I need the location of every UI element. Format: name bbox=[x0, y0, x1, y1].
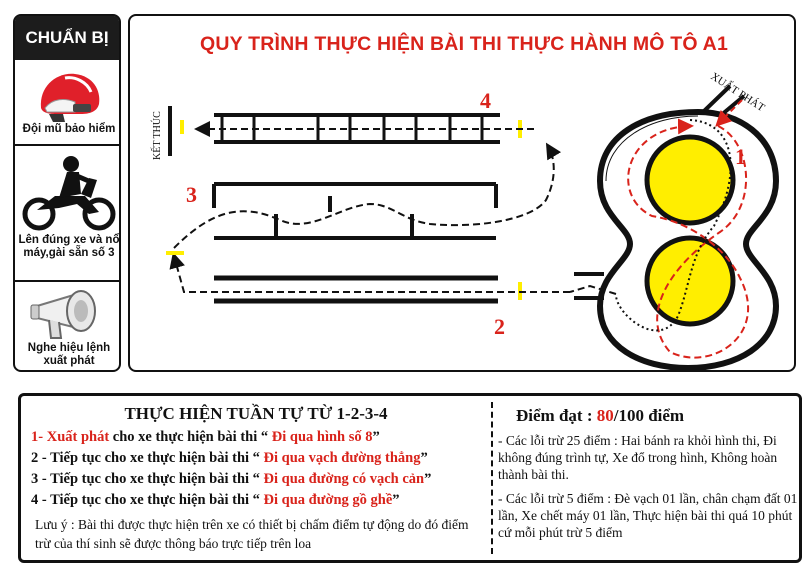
step-item: 1- Xuất phát cho xe thực hiện bài thi “ Đi qua hình số 8” bbox=[31, 429, 380, 445]
instructions-panel bbox=[18, 393, 802, 563]
penalty-5-text: - Các lỗi trừ 5 điểm : Đè vạch 01 lần, chân chạm đất 01 lần, Xe chết máy 01 lần, Thực hiện bài thi quá 10 phút cứ mỗi phút trừ 5 điểm bbox=[498, 491, 798, 540]
step-item: 3 - Tiếp tục cho xe thực hiện bài thi “ Đi qua đường có vạch cản” bbox=[31, 471, 432, 487]
upper-circle-island bbox=[647, 137, 733, 223]
preparation-panel bbox=[13, 14, 121, 372]
obstacle-lane bbox=[174, 146, 554, 248]
diagram-panel bbox=[128, 14, 796, 372]
finish-label: KẾT THÚC bbox=[152, 111, 163, 160]
straight-lane bbox=[166, 253, 570, 301]
motorbike-rider-icon bbox=[19, 154, 119, 232]
diagram-title: QUY TRÌNH THỰC HIỆN BÀI THI THỰC HÀNH MÔ TÔ A1 bbox=[200, 33, 728, 55]
ride-caption: Lên đúng xe và nổ máy,gài sẵn số 3 bbox=[18, 234, 120, 259]
steps-title: THỰC HIỆN TUẦN TỰ TỪ 1-2-3-4 bbox=[124, 404, 388, 423]
note-text: Lưu ý : Bài thi được thực hiện trên xe có thiết bị chấm điểm tự động do đó điểm trừ của thí sinh sẽ được thông báo trực tiếp trên loa bbox=[35, 517, 469, 551]
megaphone-icon bbox=[29, 288, 107, 346]
helmet-caption: Đội mũ bảo hiểm bbox=[22, 123, 116, 135]
divider-line bbox=[15, 280, 119, 282]
preparation-title: CHUẨN BỊ bbox=[15, 16, 119, 60]
pass-score: Điểm đạt : 80/100 điểm bbox=[516, 406, 685, 425]
test-course-diagram bbox=[130, 16, 794, 370]
step-number-1: 1 bbox=[735, 144, 746, 169]
bumpy-lane bbox=[170, 106, 534, 156]
start-label: XUẤT PHÁT bbox=[708, 70, 767, 115]
helmet-icon bbox=[35, 68, 103, 124]
figure-eight-route bbox=[570, 100, 748, 358]
megaphone-caption: Nghe hiệu lệnh xuất phát bbox=[27, 342, 111, 367]
step-item: 4 - Tiếp tục cho xe thực hiện bài thi “ Đi qua đường gồ ghề” bbox=[31, 492, 400, 508]
penalty-25-text: - Các lỗi trừ 25 điểm : Hai bánh ra khỏi hình thi, Đi không đúng trình tự, Xe đổ trong hình, Không hoàn thành bài thi. bbox=[498, 433, 778, 482]
step-number-4: 4 bbox=[480, 88, 491, 113]
step-number-2: 2 bbox=[494, 314, 505, 339]
column-divider bbox=[491, 402, 493, 554]
divider-line bbox=[15, 144, 119, 146]
step-item: 2 - Tiếp tục cho xe thực hiện bài thi “ Đi qua vạch đường thẳng” bbox=[31, 450, 428, 466]
step-number-3: 3 bbox=[186, 182, 197, 207]
